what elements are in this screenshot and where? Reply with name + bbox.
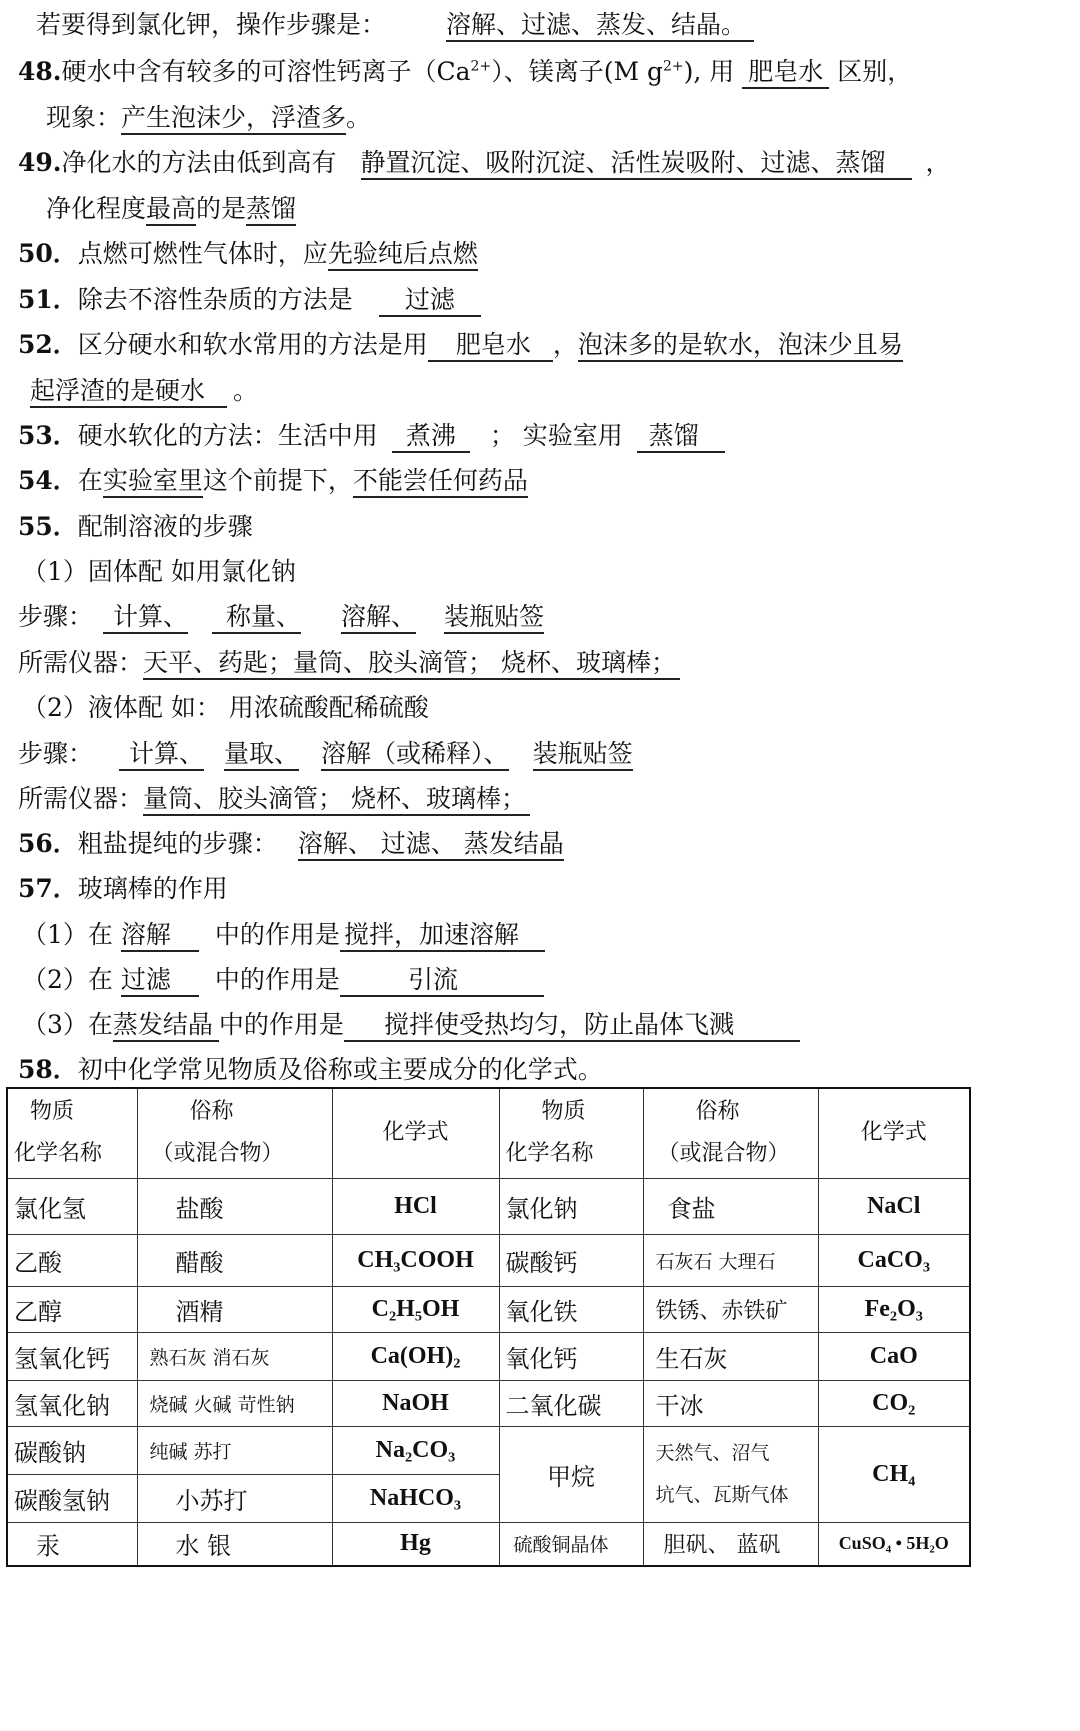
line-kcl-steps <box>36 8 754 42</box>
item-53 <box>18 419 725 453</box>
cell: 干冰 <box>643 1380 818 1426</box>
cell: 甲烷 <box>499 1426 643 1522</box>
answer: 先验纯后点燃 <box>328 239 478 271</box>
formula-cell: CuSO₄ • 5H₂O <box>818 1522 970 1566</box>
chemical-table <box>6 1087 971 1567</box>
formula-cell: NaHCO₃ <box>332 1474 499 1522</box>
item-57-3 <box>22 1008 800 1042</box>
answer: 最高 <box>146 194 196 226</box>
item-49-degree <box>46 192 296 226</box>
superscript: 2+ <box>470 58 492 75</box>
text: （2）在 <box>22 965 113 994</box>
answer: 溶解、过滤、蒸发、结晶。 <box>446 10 754 42</box>
formula-cell: C₂H₅OH <box>332 1286 499 1332</box>
answer: 计算、 <box>103 602 188 634</box>
text: （1）在 <box>22 920 113 949</box>
text: 现象： <box>46 103 122 132</box>
item-number: 58． <box>18 1055 78 1084</box>
header-text: 化学名称 <box>505 1141 594 1167</box>
header-text: 俗称 <box>695 1099 740 1125</box>
item-55-liquid-instruments <box>18 782 530 816</box>
header-text: （或混合物） <box>657 1141 790 1167</box>
text: ), 用 <box>683 57 735 86</box>
item-number: 55． <box>18 512 78 541</box>
cell: 硫酸铜晶体 <box>499 1522 643 1566</box>
item-48 <box>18 55 912 89</box>
formula-cell: CO₂ <box>818 1380 970 1426</box>
cell-line: 坑气、瓦斯气体 <box>655 1484 789 1506</box>
text: 。 <box>233 376 259 405</box>
answer: 蒸馏 <box>246 194 296 226</box>
item-number: 49. <box>18 148 62 177</box>
text: 步骤： <box>18 739 94 768</box>
item-number: 54． <box>18 466 78 495</box>
answer: 泡沫多的是软水，泡沫少且易 <box>578 330 903 362</box>
text: ； 实验室用 <box>489 421 623 450</box>
table-row <box>7 1234 970 1286</box>
header-formula: 化学式 <box>818 1088 970 1178</box>
cell: 乙醇 <box>7 1286 137 1332</box>
text: 的是 <box>196 194 247 223</box>
answer: 煮沸 <box>392 421 470 453</box>
cell: 铁锈、赤铁矿 <box>643 1286 818 1332</box>
text: 中的作用是 <box>214 920 340 949</box>
answer: 起浮渣的是硬水 <box>30 376 227 408</box>
answer: 称量、 <box>212 602 301 634</box>
text: 硬水中含有较多的可溶性钙离子（Ca <box>61 57 471 86</box>
text: 在 <box>77 466 103 495</box>
answer: 量筒、胶头滴管； 烧杯、玻璃棒； <box>143 784 530 816</box>
superscript: 2+ <box>663 58 684 75</box>
item-number: 53． <box>18 421 78 450</box>
cell: 烧碱 火碱 苛性钠 <box>137 1380 332 1426</box>
cell: 碳酸氢钠 <box>7 1474 137 1522</box>
item-number: 57． <box>18 874 78 903</box>
header-text: 物质 <box>30 1099 75 1125</box>
cell: 碳酸钠 <box>7 1426 137 1474</box>
text: 硬水软化的方法：生活中用 <box>77 421 378 450</box>
text: 所需仪器： <box>18 648 144 677</box>
formula-cell: Ca(OH)₂ <box>332 1332 499 1380</box>
cell: 乙酸 <box>7 1234 137 1286</box>
item-57-2 <box>22 963 544 997</box>
answer: 天平、药匙；量筒、胶头滴管； 烧杯、玻璃棒； <box>143 648 680 680</box>
cell: 氯化钠 <box>499 1178 643 1234</box>
header-formula: 化学式 <box>332 1088 499 1178</box>
text: 步骤： <box>18 602 94 631</box>
cell: 生石灰 <box>643 1332 818 1380</box>
answer: 溶解、 过滤、 蒸发结晶 <box>298 829 564 861</box>
header-substance <box>499 1088 643 1178</box>
text: 这个前提下， <box>202 466 353 495</box>
cell: 熟石灰 消石灰 <box>137 1332 332 1380</box>
text: 配制溶液的步骤 <box>77 512 253 541</box>
formula-cell: NaOH <box>332 1380 499 1426</box>
item-number: 51． <box>18 285 78 314</box>
formula-cell: CaCO₃ <box>818 1234 970 1286</box>
text: 除去不溶性杂质的方法是 <box>77 285 353 314</box>
item-55-solid-steps <box>18 600 544 634</box>
item-52 <box>18 328 903 362</box>
text: 净化程度 <box>46 194 147 223</box>
item-49 <box>18 146 951 180</box>
cell: 碳酸钙 <box>499 1234 643 1286</box>
header-text: （或混合物） <box>151 1141 284 1167</box>
text: 区别， <box>837 57 913 86</box>
cell: 水 银 <box>137 1522 332 1566</box>
formula-cell: CH₄ <box>818 1426 970 1522</box>
text: ， <box>925 148 951 177</box>
text: 中的作用是 <box>214 965 340 994</box>
cell: 汞 <box>7 1522 137 1566</box>
formula-cell: HCl <box>332 1178 499 1234</box>
item-57 <box>18 872 228 906</box>
answer: 肥皂水 <box>428 330 553 362</box>
text: ， <box>552 330 578 359</box>
text: （1）固体配 如用氯化钠 <box>22 557 296 586</box>
item-55-solid <box>22 555 296 589</box>
item-55-liquid-steps <box>18 737 633 771</box>
cell: 食盐 <box>643 1178 818 1234</box>
cell: 纯碱 苏打 <box>137 1426 332 1474</box>
table-row <box>7 1332 970 1380</box>
cell: 石灰石 大理石 <box>643 1234 818 1286</box>
item-56 <box>18 827 564 861</box>
table-row <box>7 1522 970 1566</box>
header-text: 俗称 <box>189 1099 234 1125</box>
header-substance <box>7 1088 137 1178</box>
answer: 溶解（或稀释）、 <box>321 739 509 771</box>
answer: 蒸发结晶 <box>113 1010 219 1042</box>
text: 若要得到氯化钾，操作步骤是： <box>36 10 387 39</box>
item-number: 50． <box>18 239 78 268</box>
cell <box>643 1426 818 1522</box>
answer: 引流 <box>340 965 544 997</box>
cell: 醋酸 <box>137 1234 332 1286</box>
header-text: 化学名称 <box>14 1141 103 1167</box>
answer: 搅拌，加速溶解 <box>340 920 545 952</box>
answer: 装瓶贴签 <box>444 602 544 634</box>
cell: 二氧化碳 <box>499 1380 643 1426</box>
table-header-row <box>7 1088 970 1178</box>
text: 点燃可燃性气体时，应 <box>77 239 328 268</box>
item-50 <box>18 237 478 271</box>
header-common <box>643 1088 818 1178</box>
cell: 盐酸 <box>137 1178 332 1234</box>
header-common <box>137 1088 332 1178</box>
formula-cell: CH₃COOH <box>332 1234 499 1286</box>
answer: 静置沉淀、吸附沉淀、活性炭吸附、过滤、蒸馏 <box>361 148 912 180</box>
formula-cell: CaO <box>818 1332 970 1380</box>
answer: 溶解 <box>121 920 199 952</box>
answer: 肥皂水 <box>742 57 829 89</box>
answer: 搅拌使受热均匀，防止晶体飞溅 <box>344 1010 800 1042</box>
cell: 氧化钙 <box>499 1332 643 1380</box>
item-48-phenomenon <box>46 101 371 135</box>
cell: 胆矾、 蓝矾 <box>643 1522 818 1566</box>
text: 所需仪器： <box>18 784 144 813</box>
table-row <box>7 1426 970 1474</box>
item-number: 56． <box>18 829 78 858</box>
cell: 氢氧化钙 <box>7 1332 137 1380</box>
item-51 <box>18 283 481 317</box>
formula-cell: Na₂CO₃ <box>332 1426 499 1474</box>
item-57-1 <box>22 918 545 952</box>
answer: 过滤 <box>379 285 481 317</box>
cell: 氧化铁 <box>499 1286 643 1332</box>
answer: 装瓶贴签 <box>533 739 633 771</box>
item-55-liquid <box>22 691 429 725</box>
answer: 量取、 <box>224 739 299 771</box>
answer: 计算、 <box>119 739 204 771</box>
answer: 实验室里 <box>103 466 203 498</box>
table-row <box>7 1286 970 1332</box>
answer: 过滤 <box>121 965 199 997</box>
formula-cell: Hg <box>332 1522 499 1566</box>
answer: 溶解、 <box>341 602 416 634</box>
text: 中的作用是 <box>218 1010 344 1039</box>
cell: 酒精 <box>137 1286 332 1332</box>
text: 粗盐提纯的步骤： <box>77 829 278 858</box>
item-number: 48. <box>18 57 62 86</box>
formula-cell: Fe₂O₃ <box>818 1286 970 1332</box>
text: 区分硬水和软水常用的方法是用 <box>77 330 428 359</box>
item-58 <box>18 1053 603 1087</box>
answer: 蒸馏 <box>637 421 725 453</box>
item-55 <box>18 510 253 544</box>
cell: 氢氧化钠 <box>7 1380 137 1426</box>
text: 初中化学常见物质及俗称或主要成分的化学式。 <box>77 1055 603 1084</box>
formula-cell: NaCl <box>818 1178 970 1234</box>
answer: 不能尝任何药品 <box>353 466 528 498</box>
item-55-solid-instruments <box>18 646 680 680</box>
text: （2）液体配 如： 用浓硫酸配稀硫酸 <box>22 693 429 722</box>
text: ）、镁离子(M g <box>491 57 663 86</box>
table-row <box>7 1380 970 1426</box>
item-52-cont <box>30 374 258 408</box>
cell: 氯化氢 <box>7 1178 137 1234</box>
item-54 <box>18 464 528 498</box>
text: 玻璃棒的作用 <box>77 874 228 903</box>
table-row <box>7 1178 970 1234</box>
text: 净化水的方法由低到高有 <box>61 148 337 177</box>
text: （3）在 <box>22 1010 113 1039</box>
cell-line: 天然气、沼气 <box>655 1442 770 1464</box>
header-text: 物质 <box>541 1099 586 1125</box>
item-number: 52． <box>18 330 78 359</box>
text: 。 <box>346 103 372 132</box>
answer: 产生泡沫少，浮渣多 <box>121 103 346 135</box>
cell: 小苏打 <box>137 1474 332 1522</box>
